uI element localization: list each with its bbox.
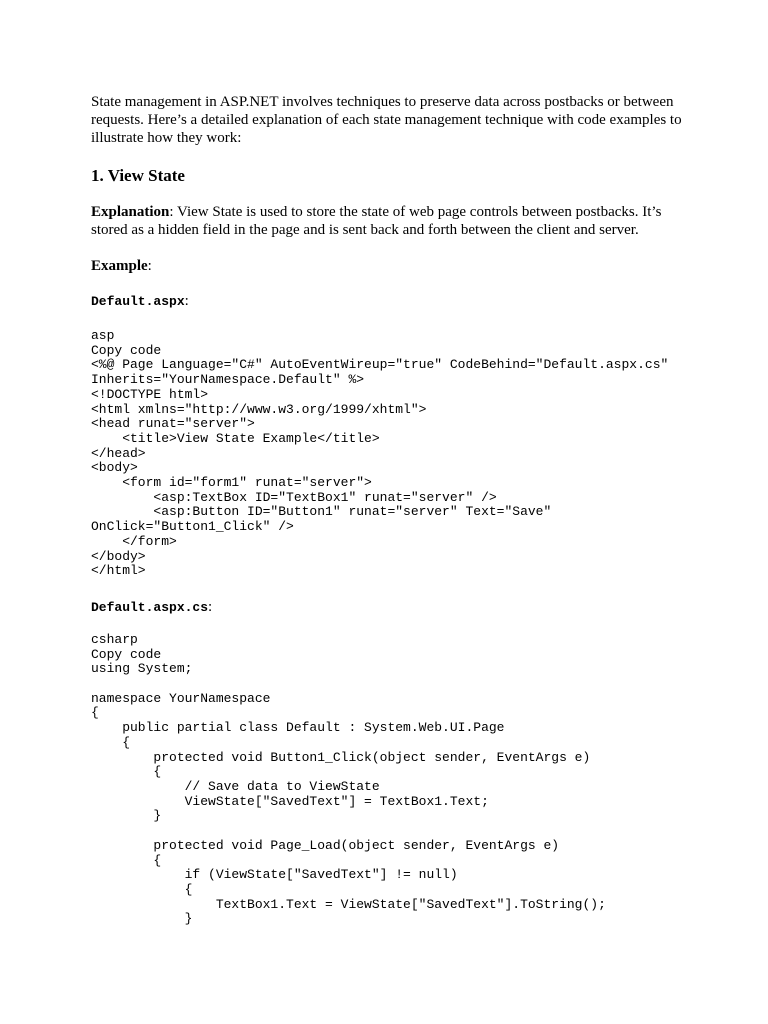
code-block-default-aspx: asp Copy code <%@ Page Language="C#" AutoEventWireup="true" CodeBehind="Default.aspx.cs" Inherits="YourNamespace.Default" %> <!DOCTYPE html> <html xmlns="http://www.w3.org/1999/xhtml"> <head runat="server"> <title>View State Example</title> </head> <body> <form id="form1" runat="server"> <asp:TextBox ID="TextBox1" runat="server" /> <asp:Button ID="Button1" runat="server" Text="Save" OnClick="Button1_Click" /> </form> </body> </html> [91, 328, 669, 579]
example-label: Example [91, 258, 148, 274]
intro-paragraph: State management in ASP.NET involves techniques to preserve data across postbacks or between requests. Here’s a detailed explanation of each state management technique with code examples to illustrate how they work: [91, 94, 682, 146]
explanation-label: Explanation [91, 204, 170, 220]
explanation-text: : View State is used to store the state of web page controls between postbacks. It’s stored as a hidden field in the page and is sent back and forth between the client and server. [91, 204, 662, 238]
file-label-colon: : [184, 293, 189, 309]
document-content [91, 93, 691, 927]
file-name: Default.aspx.cs [91, 599, 209, 615]
code-block-default-aspx-cs: csharp Copy code using System; namespace YourNamespace { public partial class Default : System.Web.UI.Page { protected void Button1_Click(object sender, EventArgs e) { // Save data to ViewState ViewState["SavedText"] = TextBox1.Text; } protected void Page_Load(object sender, EventArgs e) { if (ViewState["SavedText"] != null) { TextBox1.Text = ViewState["SavedText"].ToString(); } [91, 631, 606, 927]
example-heading [91, 257, 691, 275]
file-label-default-aspx [91, 293, 691, 310]
file-label-colon: : [208, 598, 213, 615]
example-colon: : [147, 258, 152, 274]
section-heading-view-state: 1. View State [91, 166, 185, 185]
file-label-default-aspx-cs [91, 599, 691, 616]
file-name: Default.aspx [91, 294, 185, 309]
explanation-paragraph [91, 203, 691, 239]
